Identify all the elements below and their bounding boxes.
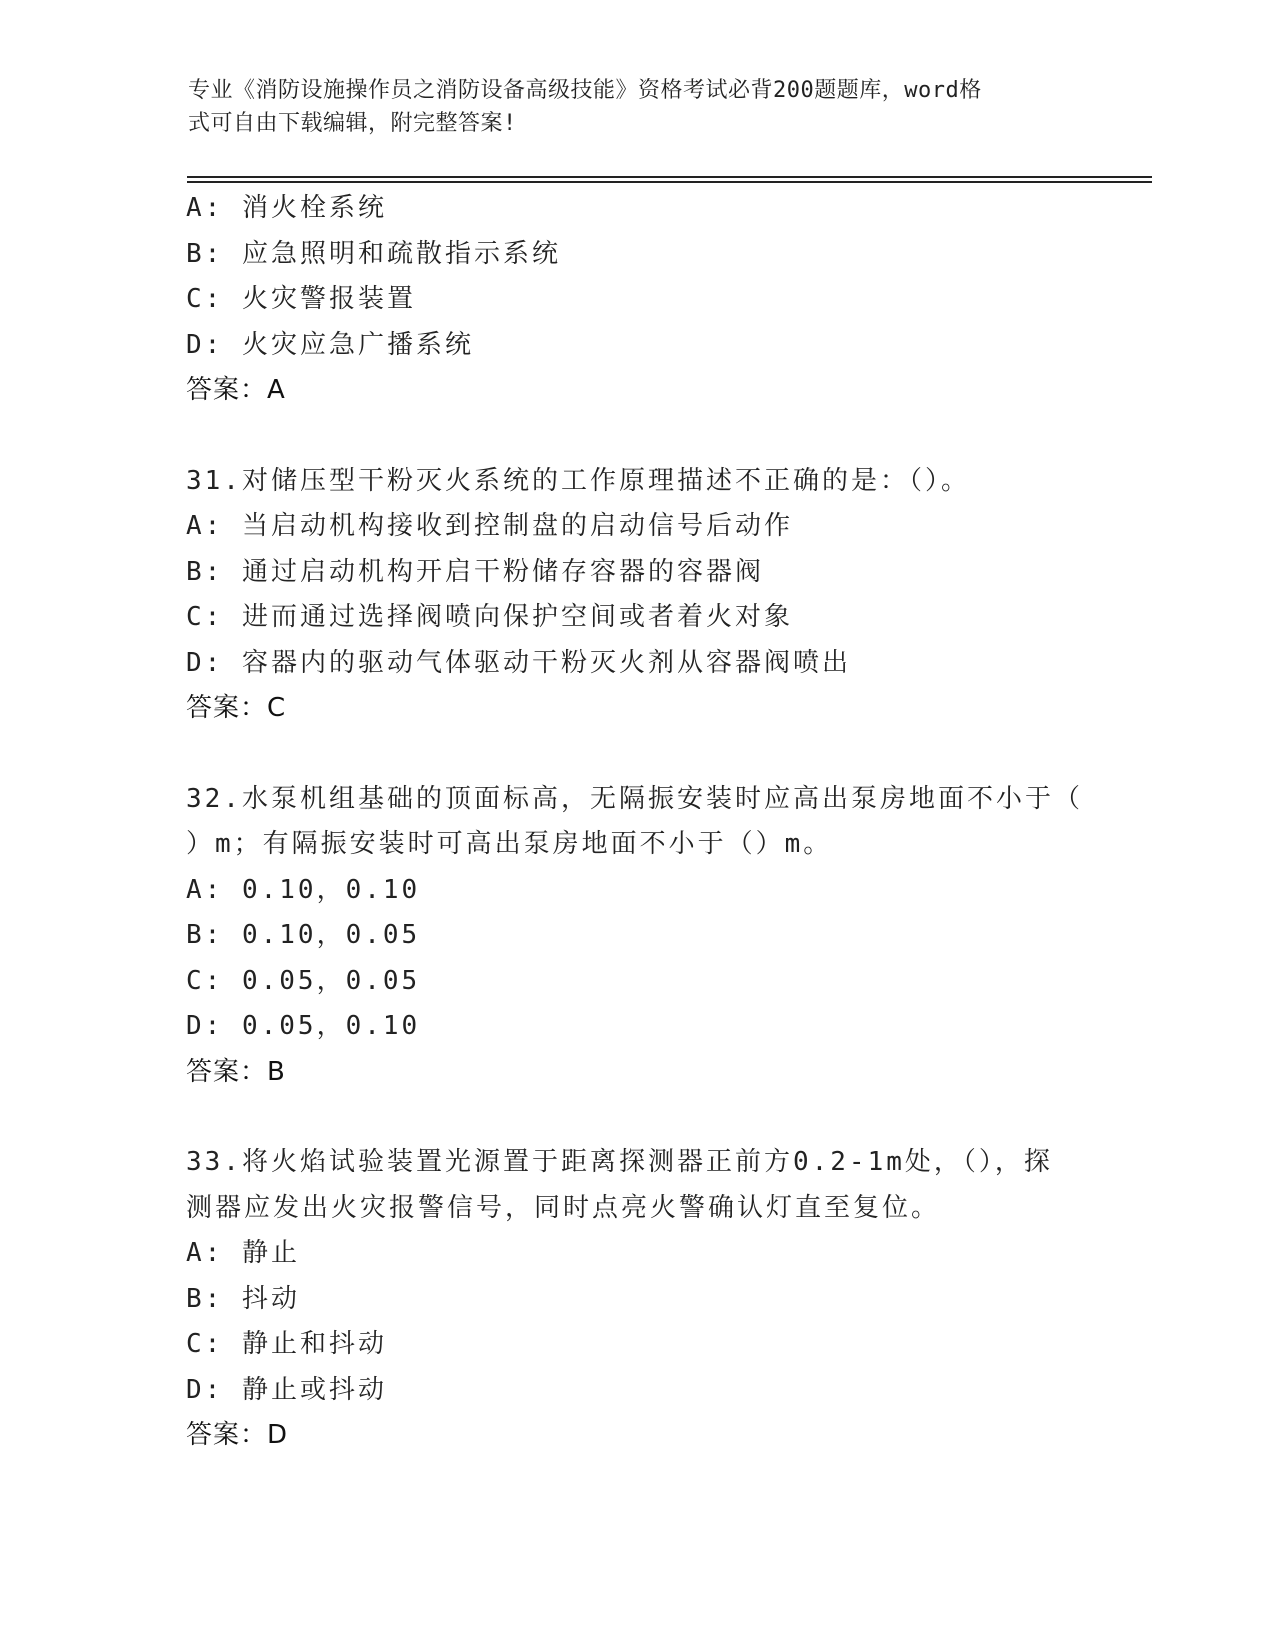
question-stem: 31.对储压型干粉灭火系统的工作原理描述不正确的是：（）。 [186, 465, 970, 496]
question-33 [186, 1140, 1086, 1459]
question-list [186, 186, 1086, 1459]
answer-label: 答案：C [186, 693, 287, 723]
option-d: D: 0.05，0.10 [186, 1011, 421, 1041]
question-stem-line-2: 测器应发出火灾报警信号，同时点亮火警确认灯直至复位。 [186, 1192, 941, 1223]
spacer [186, 732, 1086, 777]
header-divider-top [187, 176, 1152, 178]
header-divider-bottom [187, 181, 1152, 183]
option-a: A: 当启动机构接收到控制盘的启动信号后动作 [186, 511, 793, 541]
header-line-2: 式可自由下载编辑，附完整答案! [188, 111, 517, 136]
option-a: A: 0.10，0.10 [186, 874, 421, 905]
option-c: C: 进而通过选择阀喷向保护空间或者着火对象 [186, 602, 793, 632]
option-b: B: 0.10，0.05 [186, 920, 421, 950]
spacer [186, 414, 1086, 459]
option-b: B: 通过启动机构开启干粉储存容器的容器阀 [186, 556, 764, 587]
header-line-1: 专业《消防设施操作员之消防设备高级技能》资格考试必背200题题库，word格 [188, 78, 982, 103]
option-a: A: 静止 [186, 1238, 300, 1268]
option-d: D: 火灾应急广播系统 [186, 329, 474, 360]
option-c: C: 0.05，0.05 [186, 965, 421, 996]
option-b: B: 应急照明和疏散指示系统 [186, 238, 561, 269]
option-d: D: 容器内的驱动气体驱动干粉灭火剂从容器阀喷出 [186, 647, 851, 678]
question-31 [186, 459, 1086, 732]
option-b: B: 抖动 [186, 1283, 300, 1314]
answer-label: 答案：B [186, 1056, 286, 1087]
question-32 [186, 777, 1086, 1096]
question-30 [186, 186, 1086, 414]
question-stem-line-1: 32.水泵机组基础的顶面标高，无隔振安装时应高出泵房地面不小于（ [186, 783, 1083, 814]
option-a: A: 消火栓系统 [186, 193, 387, 223]
option-d: D: 静止或抖动 [186, 1374, 387, 1405]
spacer [186, 1095, 1086, 1140]
question-stem-line-2: ）m；有隔振安装时可高出泵房地面不小于（）m。 [186, 829, 833, 859]
answer-label: 答案：D [186, 1420, 289, 1450]
option-c: C: 静止和抖动 [186, 1329, 387, 1359]
option-c: C: 火灾警报装置 [186, 284, 416, 314]
document-header [188, 74, 1068, 140]
question-stem-line-1: 33.将火焰试验装置光源置于距离探测器正前方0.2-1m处，（），探 [186, 1147, 1053, 1177]
answer-label: 答案：A [186, 375, 286, 405]
